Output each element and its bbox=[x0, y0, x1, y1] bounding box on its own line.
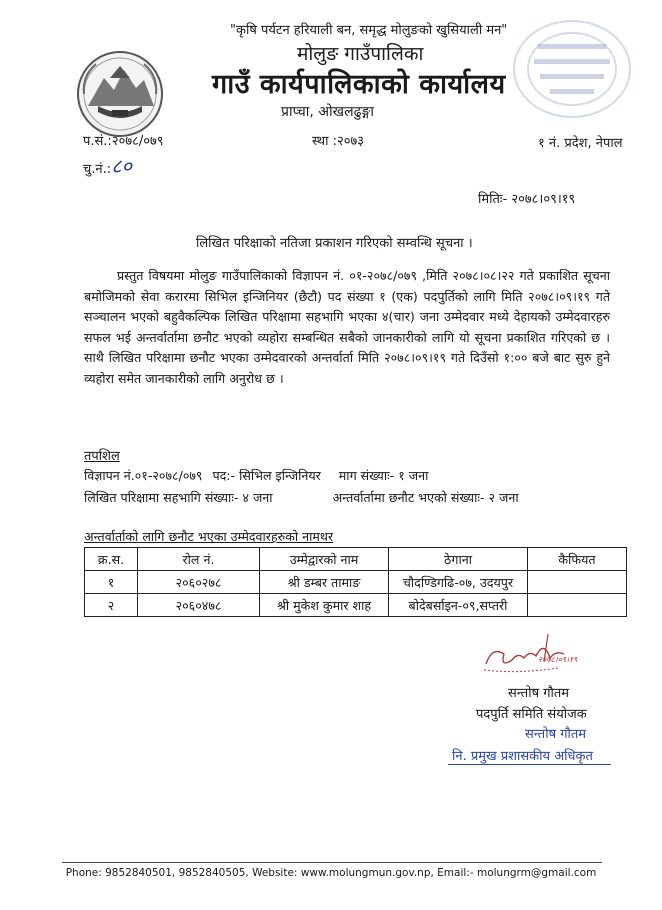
letter-no-label: प.सं.: bbox=[83, 134, 112, 149]
cell-roll: २०६०२७८ bbox=[138, 571, 260, 594]
stamp-name: सन्तोष गौतम bbox=[525, 727, 587, 742]
dispatch-no: ८० bbox=[111, 154, 132, 178]
details-heading: तपशिल bbox=[84, 449, 120, 464]
svg-text:२०७८।०९।१९: २०७८।०९।१९ bbox=[538, 655, 578, 664]
demand-count: माग संख्याः- १ जना bbox=[338, 468, 429, 483]
signatory-name: सन्तोष गौतम bbox=[508, 686, 570, 701]
motto: "कृषि पर्यटन हरियाली बन, समृद्ध मोलुङको खुसियाली मन" bbox=[230, 23, 508, 38]
cell-name: श्री मुकेश कुमार शाह bbox=[260, 594, 389, 617]
candidate-table bbox=[84, 547, 627, 617]
table-row bbox=[85, 594, 627, 617]
municipality-name: मोलुङ गाउँपालिका bbox=[297, 43, 424, 65]
col-header-roll: रोल नं. bbox=[138, 548, 260, 571]
established-year: स्था :२०७३ bbox=[312, 134, 365, 149]
office-title: गाउँ कार्यपालिकाको कार्यालय bbox=[212, 69, 506, 100]
post-name: पद:- सिभिल इन्जिनियर bbox=[212, 468, 321, 483]
cell-remarks bbox=[528, 571, 627, 594]
notice-date: मितिः- २०७८।०९।१९ bbox=[478, 192, 576, 207]
stamp-underline bbox=[448, 764, 611, 765]
cell-sn: १ bbox=[85, 571, 138, 594]
signatory-role: पदपुर्ति समिति संयोजक bbox=[476, 707, 587, 722]
footer-divider bbox=[62, 862, 602, 863]
handwritten-signature bbox=[478, 628, 588, 676]
selected-count: अन्तर्वार्तामा छनौट भएको संख्याः- २ जना bbox=[332, 490, 519, 505]
cell-name: श्री डम्बर तामाङ bbox=[260, 571, 389, 594]
letter-no: २०७८/०७९ bbox=[111, 134, 164, 149]
details-line-1 bbox=[84, 467, 428, 484]
table-header-row bbox=[85, 548, 627, 571]
ad-number: विज्ञापन नं.०१-२०७८/०७९ bbox=[84, 468, 203, 483]
province: १ नं. प्रदेश, नेपाल bbox=[538, 136, 623, 151]
cell-remarks bbox=[528, 594, 627, 617]
stamp-title: नि. प्रमुख प्रशासकीय अधिकृत bbox=[452, 749, 593, 764]
col-header-remarks: कैफियत bbox=[528, 548, 627, 571]
col-header-sn: क्र.स. bbox=[85, 548, 138, 571]
office-seal-stamp bbox=[508, 14, 636, 124]
office-address: प्राप्चा, ओखलढुङ्गा bbox=[281, 104, 374, 120]
cell-address: चौदण्डिगढि-०७, उदयपुर bbox=[389, 571, 528, 594]
table-title: अन्तर्वार्ताको लागि छनौट भएका उम्मेदवारहरुको नामथर bbox=[84, 529, 334, 544]
footer-contact: Phone: 9852840501, 9852840505, Website: www.molungmun.gov.np, Email:- molungrm@gmail.com bbox=[65, 867, 597, 879]
dispatch-reference bbox=[83, 152, 132, 179]
cell-sn: २ bbox=[85, 594, 138, 617]
notice-body: प्रस्तुत विषयमा मोलुङ गाउँपालिकाको विज्ञापन नं. ०१-२०७८/०७९ ,मिति २०७८।०८।२२ गते प्रकाशित सूचना बमोजिमको सेवा करारमा सिभिल इन्जिनियर (छैटौ) पद संख्या १ (एक) पदपुर्तिको लागि मिति २०७८।०९।१९ गते सञ्चालन भएको बहुवैकल्पिक लिखित परिक्षामा सहभागि भएका ४(चार) जना उम्मेदवार मध्ये देहायको उम्मेदवारहरु सफल भई अन्तर्वार्तामा छनौट भएको व्यहोरा सम्बन्धित सबैको जानकारीको लागि यो सूचना प्रकाशित गरिएको छ ।साथै लिखित परिक्षामा छनौट भएका उम्मेदवारको अन्तर्वार्ता मिति २०७८।०९।१९ गते दिउँसो १:०० बजे बाट सुरु हुने व्यहोरा समेत जानकारीको लागि अनुरोध छ । bbox=[84, 268, 610, 386]
cell-address: बोदेबर्साइन-०९,सप्तरी bbox=[389, 594, 528, 617]
details-line-2 bbox=[84, 489, 519, 506]
letter-reference bbox=[83, 131, 164, 149]
col-header-name: उम्मेद्वारको नाम bbox=[260, 548, 389, 571]
nepal-emblem-icon bbox=[74, 48, 166, 140]
table-row bbox=[85, 571, 627, 594]
participant-count: लिखित परिक्षामा सहभागि संख्याः- ४ जना bbox=[84, 490, 273, 505]
col-header-address: ठेगाना bbox=[389, 548, 528, 571]
dispatch-no-label: चु.नं.: bbox=[83, 162, 112, 177]
notice-subject: लिखित परिक्षाको नतिजा प्रकाशन गरिएको सम्वन्धि सूचना । bbox=[196, 236, 473, 251]
cell-roll: २०६०४७८ bbox=[138, 594, 260, 617]
